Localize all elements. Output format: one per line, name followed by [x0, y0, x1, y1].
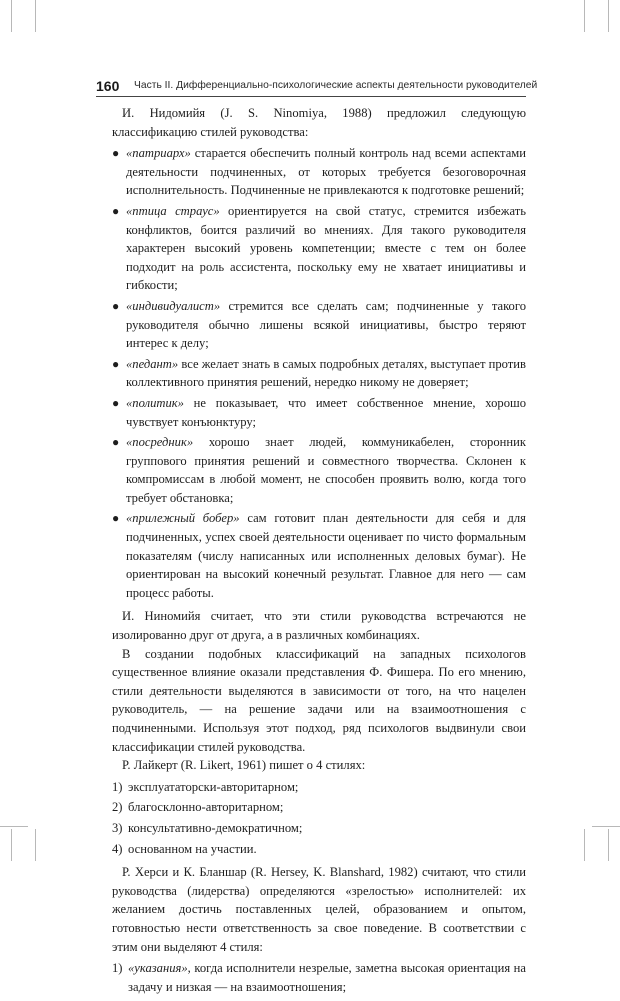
ninomiya-styles-list [112, 144, 526, 602]
likert-intro: Р. Лайкерт (R. Likert, 1961) пишет о 4 стилях: [122, 758, 366, 773]
crop-mark [608, 829, 609, 861]
page-header [96, 78, 538, 96]
item-text: основанном на участии. [128, 841, 257, 856]
item-text: эксплуататорски-авторитарном; [128, 779, 299, 794]
list-item [112, 840, 526, 859]
style-term: «посредник» [126, 435, 194, 450]
item-text [128, 959, 526, 996]
list-item [112, 144, 526, 200]
list-item [112, 394, 526, 431]
item-text: благосклонно-авторитарном; [128, 800, 284, 815]
crop-mark [584, 829, 585, 861]
list-item [112, 778, 526, 797]
bullet-icon: ● [112, 203, 120, 218]
list-item [112, 798, 526, 817]
crop-mark [11, 829, 12, 861]
crop-mark [35, 829, 36, 861]
bullet-icon: ● [112, 435, 120, 450]
bullet-icon: ● [112, 356, 120, 371]
style-description: хорошо знает людей, коммуникабелен, сторонник группового принятия решений и совместного творчества. Склонен к компромиссам в любой момент, не способен проявить волю, когда того требует обстановка; [126, 435, 526, 505]
page-number: 160 [96, 78, 120, 94]
list-item [112, 509, 526, 602]
intro-paragraph: И. Нидомийя (J. S. Ninomiya, 1988) предложил следующую классификацию стилей руководства: [112, 106, 526, 139]
style-term: «политик» [126, 395, 184, 410]
bullet-icon: ● [112, 298, 120, 313]
style-description: все желает знать в самых подробных деталях, выступает против коллективного принятия решений, нередко никому не доверяет; [126, 356, 526, 390]
item-text: консультативно-демократичном; [128, 820, 303, 835]
crop-mark [11, 0, 12, 32]
style-term: «патриарх» [126, 146, 191, 161]
list-item [112, 819, 526, 838]
style-description: не показывает, что имеет собственное мнение, хорошо чувствует конъюнктуру; [126, 395, 526, 429]
list-item [112, 355, 526, 392]
crop-mark [592, 826, 620, 827]
list-item [112, 433, 526, 507]
likert-styles-list [112, 778, 526, 858]
page-body [112, 104, 526, 1001]
item-number: 1) [112, 779, 123, 794]
western-paragraph: В создании подобных классификаций на западных психологов существенное влияние оказали представления Ф. Фишера. По его мнению, стили деятельности выделяются в зависимости от того, на что нацелен руководитель, — на решение задачи или на взаимоотношения с подчиненными. Используя этот подход, ряд психологов выдвинули свои классификации стилей руководства. [112, 646, 526, 754]
list-item [112, 297, 526, 353]
style-term: «птица страус» [126, 203, 220, 218]
hersey-paragraph: Р. Херси и К. Бланшар (R. Hersey, K. Blanshard, 1982) считают, что стили руководства (лидерства) определяются «зрелостью» исполнителей: их желанием достичь поставленных целей, образованием и опытом, готовностью нести ответственность за свое поведение. В соответствии с этим они выделяют 4 стиля: [112, 865, 526, 954]
crop-mark [35, 0, 36, 32]
bullet-icon: ● [112, 146, 120, 161]
bullet-icon: ● [112, 511, 120, 526]
hersey-styles-list [112, 959, 526, 996]
crop-mark [0, 826, 28, 827]
style-description: сам готовит план деятельности для себя и для подчиненных, успех своей деятельности оценивает по чисто формальным показателям (числу написанных или исполненных деловых бумаг). Не ориентирован на высокий конечный результат. Главное для него — сам процесс работы. [126, 511, 526, 600]
header-rule [96, 96, 526, 97]
item-number: 1) [112, 961, 123, 976]
list-item [112, 202, 526, 295]
crop-mark [584, 0, 585, 32]
list-item [112, 959, 526, 996]
style-description: , когда исполнители незрелые, заметна высокая ориентация на задачу и низкая — на взаимоотношения; [128, 961, 526, 994]
combination-paragraph: И. Ниномийя считает, что эти стили руководства встречаются не изолированно друг от друга, а в различных комбинациях. [112, 609, 526, 643]
style-description: старается обеспечить полный контроль над всеми аспектами деятельности подчиненных, от которых требуется безоговорочная исполнительность. Подчиненные не привлекаются к подготовке решений; [126, 146, 526, 198]
style-term: «прилежный бобер» [126, 511, 240, 526]
item-number: 4) [112, 841, 123, 856]
bullet-icon: ● [112, 395, 120, 410]
running-title: Часть II. Дифференциально-психологические аспекты деятельности руководителей [134, 80, 538, 91]
style-term: «индивидуалист» [126, 298, 221, 313]
style-description: ориентируется на свой статус, стремится избежать конфликтов, боится различий во мнениях. Для такого руководителя характерен высокий уровень компетенции; вместе с тем он более подходит на роль ассистента, поскольку ему не хватает инициативы и гибкости; [126, 203, 526, 293]
item-number: 2) [112, 800, 123, 815]
crop-mark [608, 0, 609, 32]
style-term: «педант» [126, 356, 179, 371]
style-term: «указания» [128, 961, 188, 976]
item-number: 3) [112, 820, 123, 835]
style-description: стремится все сделать сам; подчиненные у такого руководителя обычно лишены всякой инициативы, быстро теряют интерес к делу; [126, 298, 526, 351]
